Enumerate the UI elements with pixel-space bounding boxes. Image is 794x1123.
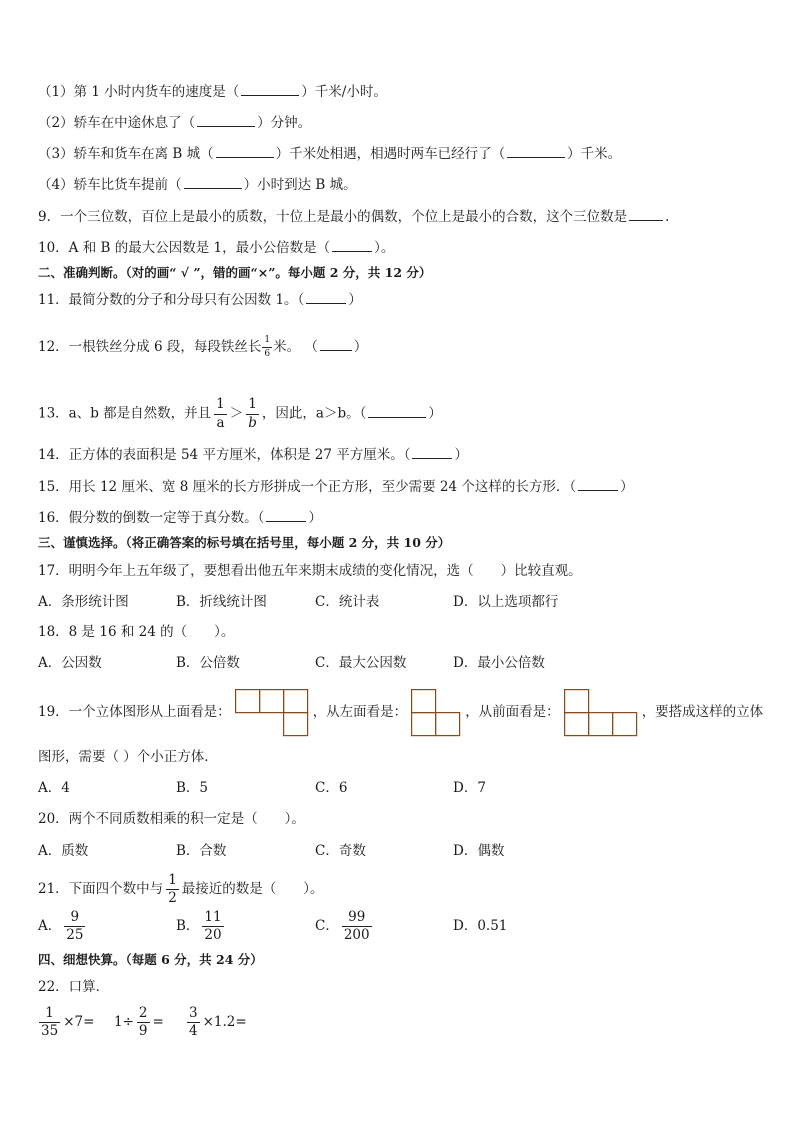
q20-option-c[interactable]: C．奇数 xyxy=(315,843,366,859)
question-18: 18．8 是 16 和 24 的（ ）。 xyxy=(38,624,235,640)
left-view-diagram xyxy=(411,689,461,737)
q20-option-b[interactable]: B．合数 xyxy=(176,843,227,859)
q21-option-d[interactable]: D．0.51 xyxy=(453,918,508,934)
q8-sub2: （2）轿车在中途休息了（ ）分钟。 xyxy=(38,115,312,131)
fraction-one-half: $\frac{1}{2}$ xyxy=(168,871,177,906)
fraction: $\frac{3}{4}$ xyxy=(189,1004,198,1039)
section-4-heading: 四、细想快算。（每题 6 分，共 24 分） xyxy=(38,952,263,967)
q8-sub4: （4）轿车比货车提前（ ）小时到达 B 城。 xyxy=(38,177,357,193)
q8-sub1: （1）第 1 小时内货车的速度是（ ）千米/小时。 xyxy=(38,84,387,100)
mental-calc-1: $\frac{1}{35}$ ×7= xyxy=(41,1004,95,1039)
q21-option-a[interactable]: A． $\frac{9}{25}$ xyxy=(38,908,84,943)
fraction-1-over-b: $\frac{1}{b}$ xyxy=(248,396,257,431)
q19-option-d[interactable]: D．7 xyxy=(453,780,486,796)
answer-blank[interactable] xyxy=(241,83,299,96)
q19-option-c[interactable]: C．6 xyxy=(315,780,348,796)
q18-option-a[interactable]: A．公因数 xyxy=(38,655,102,671)
answer-blank[interactable] xyxy=(629,208,663,221)
top-view-diagram xyxy=(235,689,309,737)
question-12: 12．一根铁丝分成 6 段，每段铁丝长 $\frac{1}{6}$ 米。 （ ） xyxy=(38,335,368,359)
answer-blank[interactable] xyxy=(184,176,242,189)
q17-option-b[interactable]: B．折线统计图 xyxy=(176,594,267,610)
fraction-1-over-a: $\frac{1}{a}$ xyxy=(216,396,225,431)
answer-blank[interactable] xyxy=(332,239,372,252)
mental-calc-3: $\frac{3}{4}$ ×1.2= xyxy=(189,1004,247,1039)
answer-blank[interactable] xyxy=(306,291,346,304)
section-3-heading: 三、谨慎选择。（将正确答案的标号填在括号里，每小题 2 分，共 10 分） xyxy=(38,535,451,550)
fraction: $\frac{99}{200}$ xyxy=(343,908,370,943)
question-11: 11．最简分数的分子和分母只有公因数 1。（ ） xyxy=(38,292,362,308)
q8-sub3: （3）轿车和货车在离 B 城（ ）千米处相遇，相遇时两车已经行了（ ）千米。 xyxy=(38,146,622,162)
question-14: 14．正方体的表面积是 54 平方厘米，体积是 27 平方厘米。（ ） xyxy=(38,447,468,463)
answer-blank[interactable] xyxy=(507,145,565,158)
question-19-line2: 图形，需要（ ）个小正方体． xyxy=(38,749,218,765)
q19-option-b[interactable]: B．5 xyxy=(176,780,209,796)
q19-option-a[interactable]: A．4 xyxy=(38,780,70,796)
answer-blank[interactable] xyxy=(197,114,255,127)
fraction: $\frac{2}{9}$ xyxy=(138,1004,148,1039)
question-9: 9．一个三位数，百位上是最小的质数，十位上是最小的偶数，个位上是最小的合数，这个三位数是 ． xyxy=(38,209,679,225)
question-21: 21．下面四个数中与 $\frac{1}{2}$ 最接近的数是（ ）。 xyxy=(38,871,324,906)
q17-option-c[interactable]: C．统计表 xyxy=(315,594,380,610)
question-10: 10．A 和 B 的最大公因数是 1，最小公倍数是（ ）。 xyxy=(38,240,395,256)
q21-option-b[interactable]: B． $\frac{11}{20}$ xyxy=(176,908,222,943)
answer-blank[interactable] xyxy=(216,145,274,158)
front-view-diagram xyxy=(564,689,638,737)
answer-blank[interactable] xyxy=(412,446,452,459)
question-13: 13．a、b 都是自然数，并且 $\frac{1}{a}$ ＞ $\frac{1}{b}$ ，因此，a＞b。（ ） xyxy=(38,396,442,431)
q17-option-d[interactable]: D．以上选项都行 xyxy=(453,594,559,610)
answer-blank[interactable] xyxy=(578,478,618,491)
q18-option-b[interactable]: B．公倍数 xyxy=(176,655,240,671)
q21-option-c[interactable]: C． $\frac{99}{200}$ xyxy=(315,908,370,943)
fraction: $\frac{9}{25}$ xyxy=(66,908,84,943)
fraction: $\frac{1}{35}$ xyxy=(41,1004,59,1039)
q20-option-a[interactable]: A．质数 xyxy=(38,843,89,859)
q18-option-c[interactable]: C．最大公因数 xyxy=(315,655,407,671)
question-17: 17．明明今年上五年级了，要想看出他五年来期末成绩的变化情况，选（ ）比较直观。 xyxy=(38,563,582,579)
question-20: 20．两个不同质数相乘的积一定是（ ）。 xyxy=(38,811,305,827)
section-2-heading: 二、准确判断。（对的画“ √ ”，错的画“×”。每小题 2 分，共 12 分） xyxy=(38,265,432,280)
q17-option-a[interactable]: A．条形统计图 xyxy=(38,594,129,610)
question-22: 22．口算． xyxy=(38,979,110,995)
fraction: $\frac{11}{20}$ xyxy=(204,908,222,943)
answer-blank[interactable] xyxy=(368,405,426,418)
answer-blank[interactable] xyxy=(266,509,306,522)
question-19: 19．一个立体图形从上面看是： ，从左面看是： ，从前面看是： ，要搭成这样的立体 xyxy=(38,688,763,737)
fraction: $\frac{1}{6}$ xyxy=(264,335,271,359)
question-16: 16．假分数的倒数一定等于真分数。（ ） xyxy=(38,510,322,526)
q18-option-d[interactable]: D．最小公倍数 xyxy=(453,655,545,671)
question-15: 15．用长 12 厘米、宽 8 厘米的长方形拼成一个正方形，至少需要 24 个这样的长方形．（ ） xyxy=(38,479,634,495)
answer-blank[interactable] xyxy=(320,338,352,351)
mental-calc-2: 1÷ $\frac{2}{9}$ = xyxy=(114,1004,164,1039)
q20-option-d[interactable]: D．偶数 xyxy=(453,843,505,859)
